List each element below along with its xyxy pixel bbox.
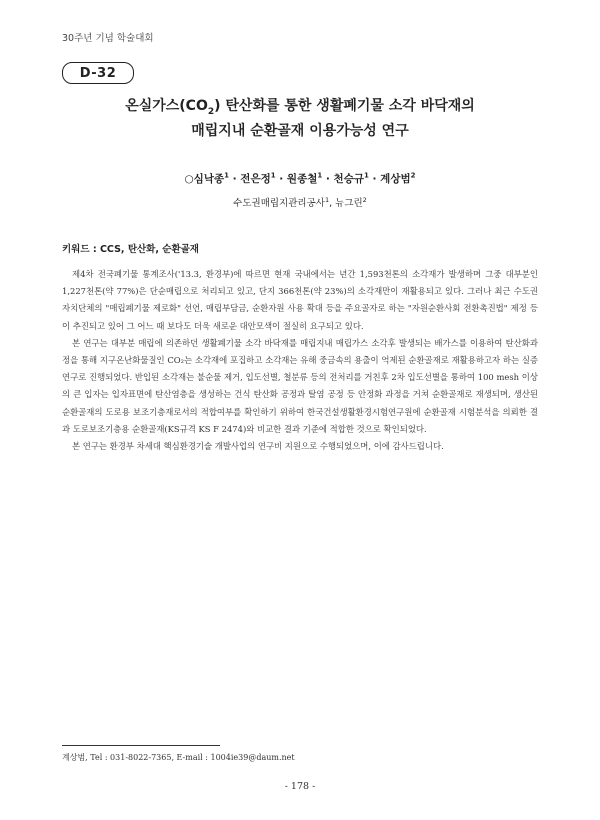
title-text-a: 온실가스(CO	[125, 98, 208, 114]
affiliation-1-sup: 1	[324, 195, 330, 204]
affiliation-2-sup: 2	[362, 195, 367, 204]
keywords: 키워드 : CCS, 탄산화, 순환골재	[62, 244, 199, 255]
author-name: 심낙종	[193, 173, 225, 185]
author-name: 원종철	[286, 173, 318, 185]
paragraph: 제4차 전국폐기물 통계조사('13.3, 환경부)에 따르면 현재 국내에서는 년간 1,593천톤의 소각재가 발생하며 그중 대부분인 1,227천톤(약 77%)은 단순매립으로 처리되고 있고, 단지 366천톤(약 23%)의 소각재만이 재활용되고 있다. 그러나 최근 수도권 자치단체의 "매립폐기물 제로화" 선언, 매립부담금, 순환자원 사용 확대 등을 주요골자로 하는 "자원순환사회 전환촉진법" 제정 등이 추진되고 있어 그 어느 때 보다도 더욱 새로운 대안모색이 절실히 요구되고 있다.	[62, 269, 538, 331]
author-affil-sup: 1	[317, 171, 323, 180]
paragraph: 본 연구는 환경부 차세대 핵심환경기술 개발사업의 연구비 지원으로 수행되었으며, 이에 감사드립니다.	[72, 441, 444, 452]
presenter-marker: ○	[184, 173, 194, 185]
author-affil-sup: 2	[410, 171, 416, 180]
author-affil-sup: 1	[224, 171, 229, 180]
corresponding-author-footnote: 계상범, Tel : 031-8022-7365, E-mail : 1004ie39@daum.net	[62, 753, 295, 762]
author-separator: ·	[228, 173, 241, 185]
affiliation-1: 수도권매립지관리공사	[233, 198, 325, 209]
footnote-divider	[62, 745, 220, 746]
paper-code-badge: D-32	[62, 62, 134, 84]
author-name: 천승규	[333, 173, 364, 185]
title-subscript: 2	[207, 106, 215, 117]
paragraph: 본 연구는 대부분 매립에 의존하던 생활폐기물 소각 바닥재를 매립지내 매립가스 소각후 발생되는 배가스를 이용하여 탄산화과정을 통해 지구온난화물질인 CO₂는 소각재에 포집하고 소각재는 유해 중금속의 용출이 억제된 순환골재로 재활용하고자 하는 실증연구로 진행되었다. 반입된 소각재는 불순물 제거, 입도선별, 철분류 등의 전처리를 거친후 2차 입도선별을 통하여 100 mesh 이상의 큰 입자는 입자표면에 탄산염층을 생성하는 건식 탄산화 공정과 탈염 공정 등 안정화 과정을 거쳐 순환골재로 재생되며, 생산된 순환골재의 도로용 보조기층재로서의 적합여부를 확인하기 위하여 한국건설생활환경시험연구원에 순환골재 시험분석을 의뢰한 결과 도로보조기층용 순환골재(KS규격 KS F 2474)와 비교한 결과 기준에 적합한 것으로 확인되었다.	[62, 337, 538, 434]
affiliation-2: 뉴그린	[335, 198, 363, 209]
running-header: 30주년 기념 학술대회	[62, 33, 154, 44]
paper-title-line-2: 매립지내 순환골재 이용가능성 연구	[191, 123, 409, 139]
title-text-b: ) 탄산화를 통한 생활폐기물 소각 바닥재의	[214, 98, 475, 114]
author-separator: ·	[322, 173, 334, 185]
author-name: 계상범	[380, 173, 411, 185]
paper-title-line-1	[0, 95, 600, 117]
author-list	[0, 171, 600, 186]
author-affil-sup: 1	[363, 171, 369, 180]
affiliation-line	[0, 195, 600, 209]
author-separator: ·	[275, 173, 287, 185]
author-affil-sup: 1	[270, 171, 276, 180]
author-name: 전은정	[240, 173, 271, 185]
affiliation-separator: ,	[329, 198, 336, 209]
author-separator: ·	[368, 173, 381, 185]
page-number: - 178 -	[284, 781, 316, 792]
abstract-body	[62, 266, 538, 455]
